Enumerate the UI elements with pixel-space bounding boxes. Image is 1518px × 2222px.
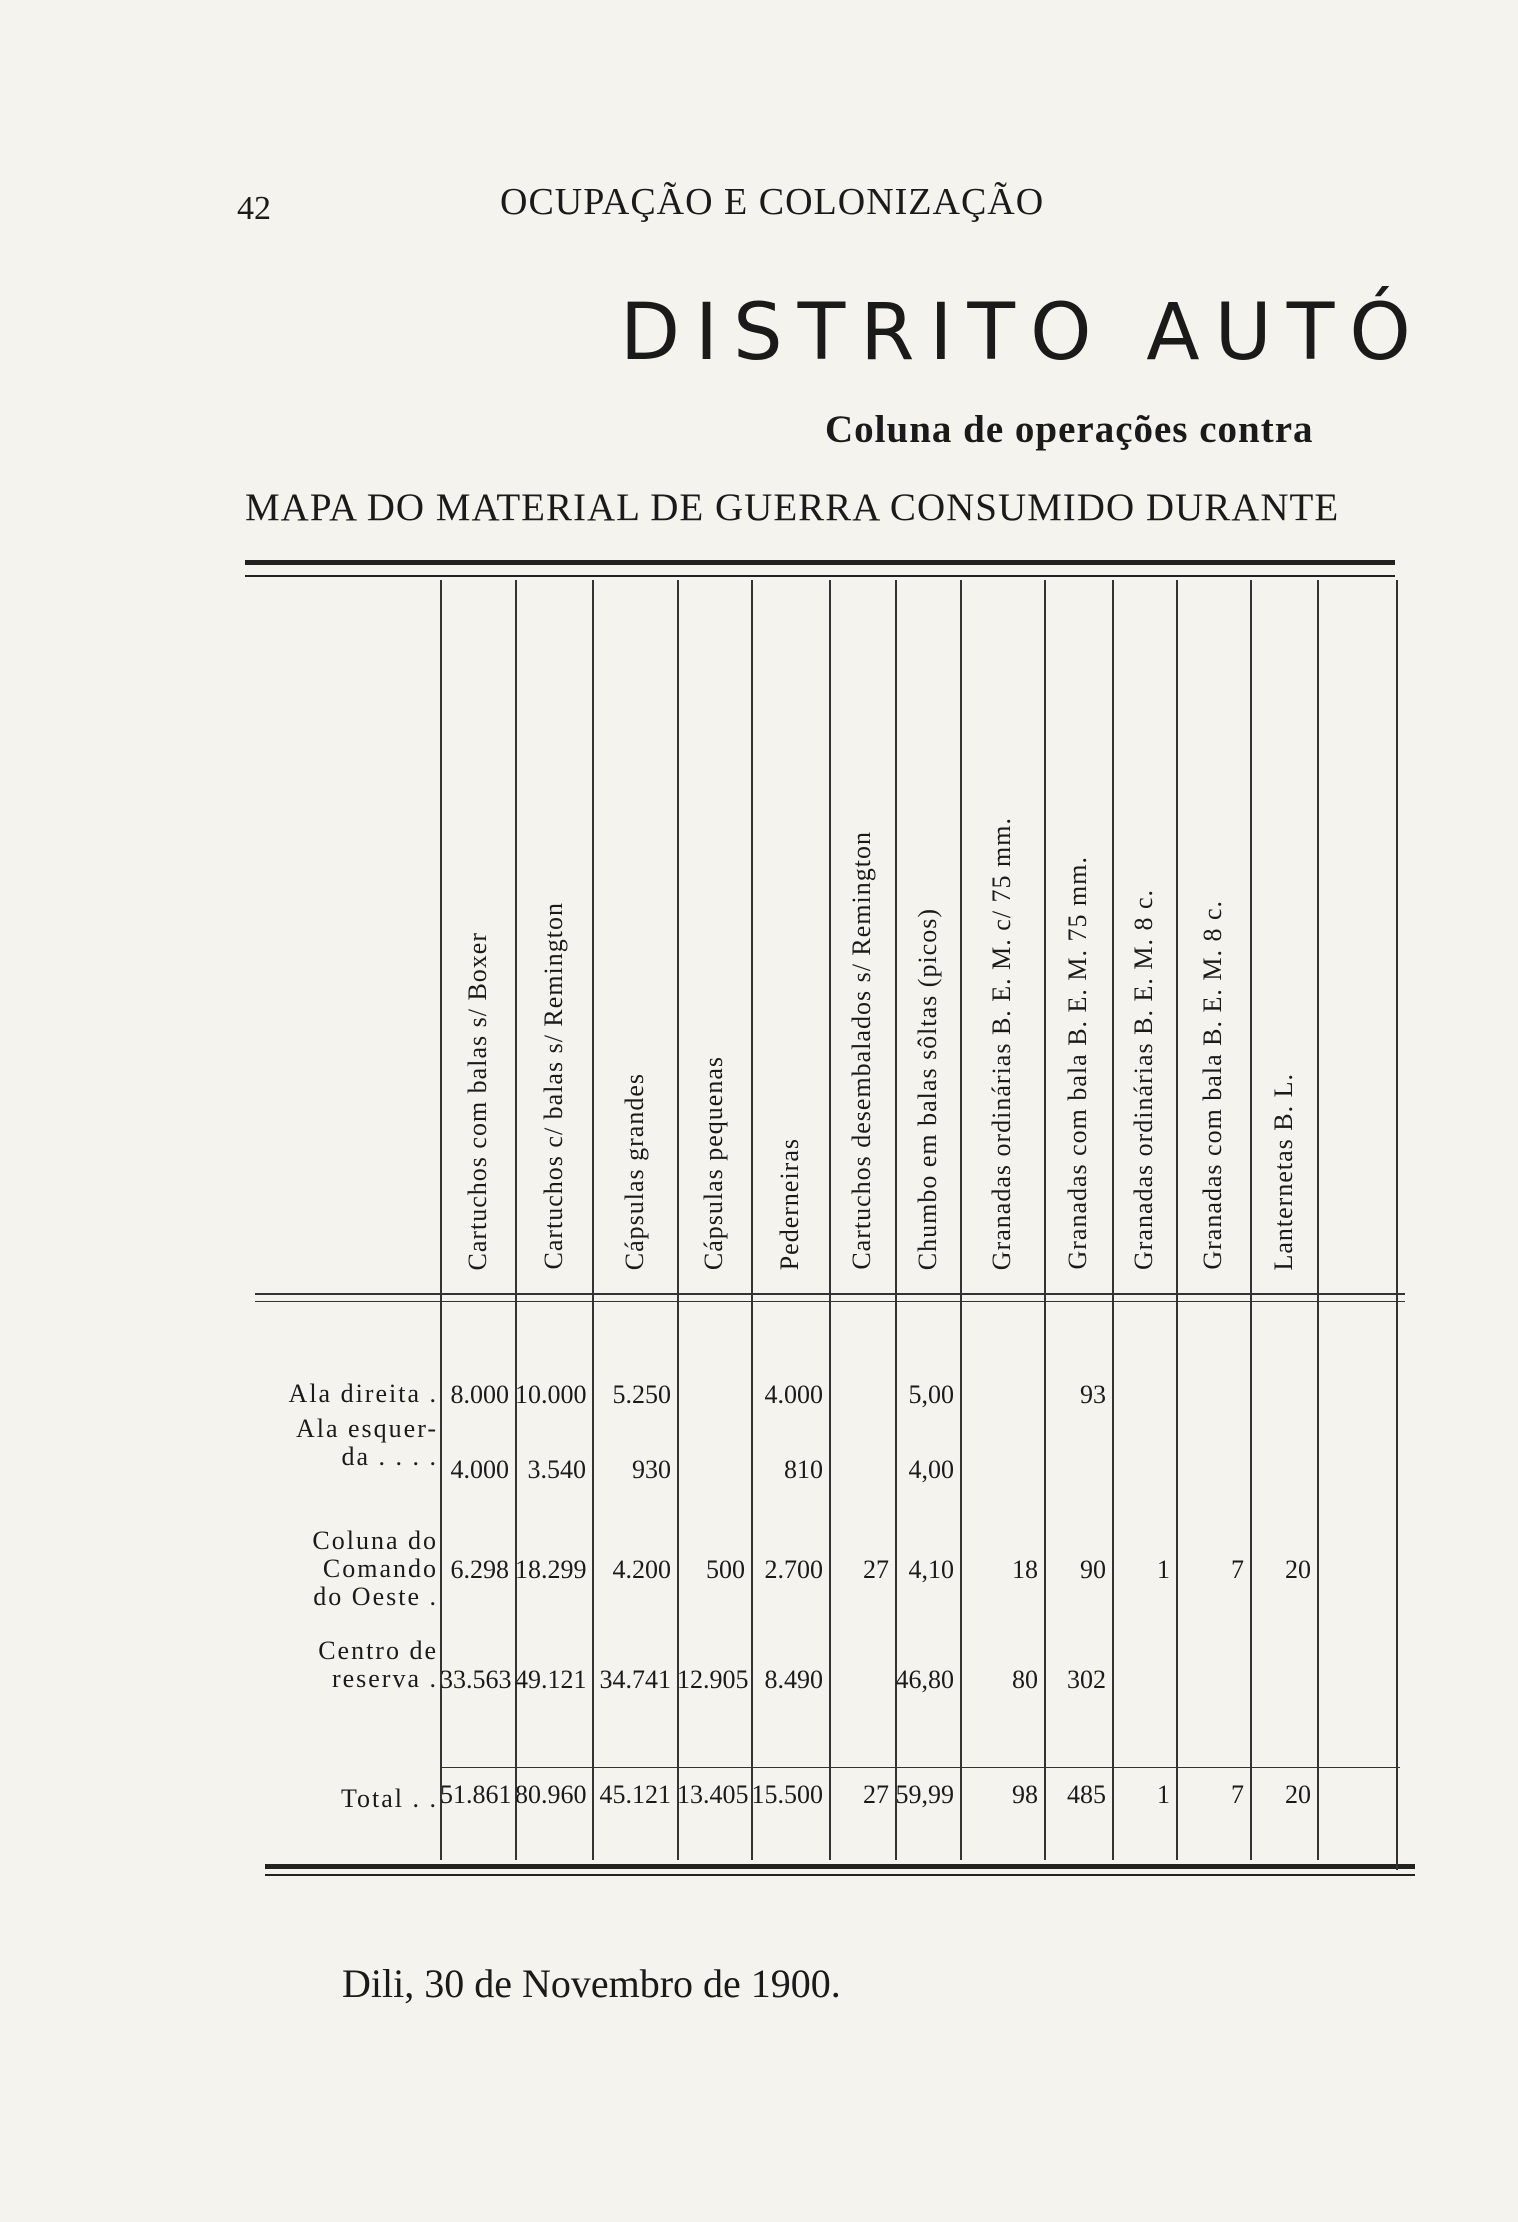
column-header-label: Granadas ordinárias B. E. M. c/ 75 mm. [987, 816, 1016, 1270]
table-cell: 5.250 [612, 1380, 671, 1409]
closing-date-line: Dili, 30 de Novembro de 1900. [342, 1961, 841, 2006]
row-label [240, 1527, 438, 1611]
column-header-label: Pederneiras [775, 1137, 804, 1270]
table-cell: 8.000 [450, 1380, 509, 1409]
column-header [677, 580, 751, 1290]
column-header-label: Cartuchos com balas s/ Boxer [462, 931, 492, 1270]
column-header [1250, 580, 1317, 1290]
table-cell: 4,10 [908, 1555, 954, 1584]
table-cell: 302 [1067, 1665, 1106, 1694]
column-header-label: Cartuchos desembalados s/ Remington [847, 831, 876, 1270]
table-cell: 7 [1231, 1780, 1244, 1809]
column-header [751, 580, 829, 1290]
table-cell: 4,00 [908, 1455, 954, 1484]
total-row-label [240, 1785, 438, 1813]
row-label-line: Coluna do [312, 1526, 438, 1555]
table-cell: 4.000 [450, 1455, 509, 1484]
column-header [1044, 580, 1112, 1290]
row-label-line: Comando [322, 1554, 438, 1583]
table-cell: 3.540 [527, 1455, 586, 1484]
table-cell: 10.000 [515, 1380, 587, 1409]
table-cell: 15.500 [751, 1780, 823, 1809]
column-header-label: Cartuchos c/ balas s/ Remington [538, 902, 568, 1270]
table-cell: 7 [1231, 1555, 1244, 1584]
table-cell: 930 [632, 1455, 671, 1484]
row-label-line: do Oeste . [313, 1582, 438, 1611]
table-bottom-rule-thin [265, 1874, 1415, 1876]
table-cell: 810 [784, 1455, 823, 1484]
column-header [960, 580, 1044, 1290]
column-header [895, 580, 960, 1290]
table-top-rule-thin [245, 575, 1395, 577]
table-cell: 45.121 [599, 1780, 671, 1809]
table-cell: 4.000 [764, 1380, 823, 1409]
row-label-line: reserva . [331, 1664, 438, 1693]
table-cell: 13.405 [677, 1780, 749, 1809]
table-cell: 34.741 [599, 1665, 671, 1694]
table-cell: 485 [1067, 1780, 1106, 1809]
table-cell: 18.299 [515, 1555, 587, 1584]
table-cell: 49.121 [515, 1665, 587, 1694]
table-cell: 27 [863, 1780, 889, 1809]
table-cell: 4.200 [612, 1555, 671, 1584]
table-bottom-rule [265, 1864, 1415, 1869]
column-header [440, 580, 515, 1290]
column-header-label: Chumbo em balas sôltas (picos) [912, 907, 942, 1270]
table-cell: 27 [863, 1555, 889, 1584]
column-header-label: Lanternetas B. L. [1268, 1072, 1298, 1270]
table-cell: 51.861 [440, 1780, 512, 1809]
table-cell: 8.490 [764, 1665, 823, 1694]
table-top-rule [245, 560, 1395, 565]
table-cell: 46,80 [895, 1665, 954, 1694]
table-cell: 93 [1080, 1380, 1106, 1409]
row-label [240, 1380, 438, 1408]
column-header [829, 580, 895, 1290]
row-label-line: Centro de [318, 1636, 438, 1665]
table-cell: 2.700 [764, 1555, 823, 1584]
map-title: MAPA DO MATERIAL DE GUERRA CONSUMIDO DURANTE [245, 486, 1340, 529]
column-header [592, 580, 677, 1290]
row-label-line: da . . . . [341, 1442, 438, 1471]
column-header [515, 580, 592, 1290]
row-label [240, 1415, 438, 1471]
row-label-line: Ala esquer- [295, 1414, 438, 1443]
table-cell: 98 [1012, 1780, 1038, 1809]
table-cell: 1 [1157, 1780, 1170, 1809]
table-cell: 80 [1012, 1665, 1038, 1694]
war-material-table [240, 560, 1410, 1890]
table-cell: 20 [1285, 1780, 1311, 1809]
total-separator-rule [440, 1767, 1400, 1768]
page-number: 42 [237, 190, 271, 227]
table-cell: 80.960 [515, 1780, 587, 1809]
table-cell: 18 [1012, 1555, 1038, 1584]
column-rule [1317, 580, 1319, 1860]
row-label-line: Total . . [340, 1784, 438, 1813]
row-label-line: Ala direita . [288, 1379, 438, 1408]
table-cell: 6.298 [450, 1555, 509, 1584]
table-cell: 1 [1157, 1555, 1170, 1584]
table-cell: 59,99 [895, 1780, 954, 1809]
column-header [1112, 580, 1176, 1290]
table-cell: 20 [1285, 1555, 1311, 1584]
column-header-label: Granadas com bala B. E. M. 8 c. [1198, 900, 1227, 1270]
column-header-label: Cápsulas pequenas [699, 1055, 728, 1270]
table-cell: 33.563 [440, 1665, 512, 1694]
table-cell: 12.905 [677, 1665, 749, 1694]
column-rule [1396, 580, 1398, 1870]
column-title: Coluna de operações contra [825, 408, 1314, 451]
row-label [240, 1637, 438, 1693]
column-header-label: Granadas ordinárias B. E. M. 8 c. [1129, 888, 1158, 1270]
column-header [1176, 580, 1250, 1290]
table-cell: 500 [706, 1555, 745, 1584]
running-head: OCUPAÇÃO E COLONIZAÇÃO [500, 181, 1045, 223]
column-header-label: Granadas com bala B. E. M. 75 mm. [1063, 856, 1092, 1270]
table-cell: 90 [1080, 1555, 1106, 1584]
column-header-label: Cápsulas grandes [619, 1072, 649, 1270]
table-cell: 5,00 [908, 1380, 954, 1409]
district-title: DISTRITO AUTÓ [620, 288, 1426, 378]
